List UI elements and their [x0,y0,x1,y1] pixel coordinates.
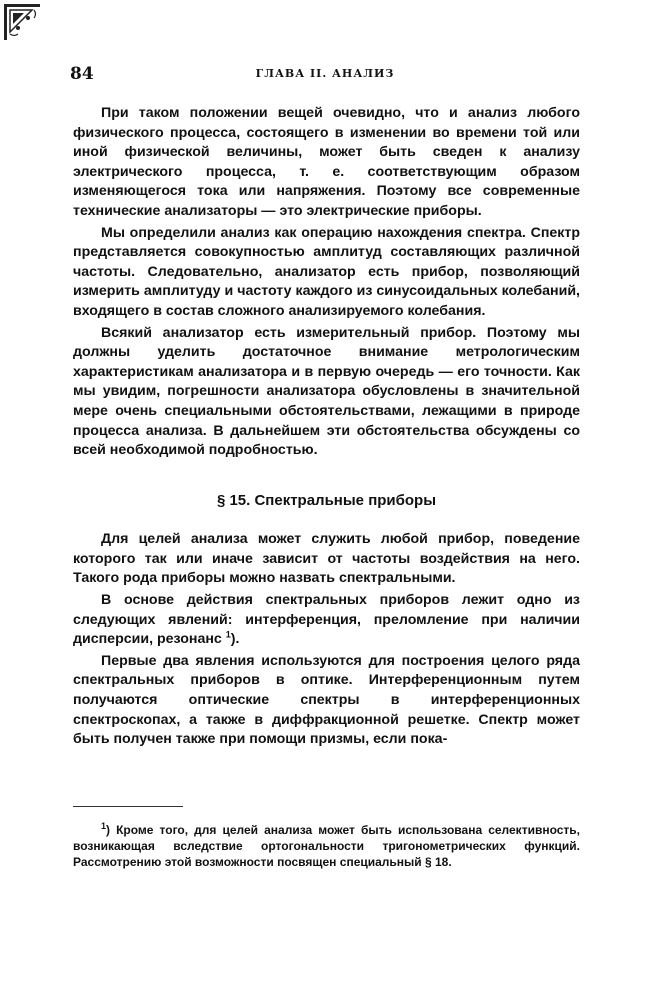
paragraph: Мы определили анализ как операцию нахождения спектра. Спектр представляется совокупностью амплитуд составляющих различной частоты. Следовательно, анализатор есть прибор, позволяющий измерить амплитуду и частоту каждого из синусоидальных колебаний, входящего в состав сложного анализируемого колебания. [73,224,580,319]
footnote-marker: 1 [101,821,107,831]
paragraph: Первые два явления используются для построения целого ряда спектральных приборов в оптике. Интерференционным путем получаются оптические спектры в интерференционных спектроскопах, а также в диффракционной решетке. Спектр может быть получен также при помощи призмы, если пока- [73,652,580,748]
paragraph-text: В основе действия спектральных приборов лежит одно из следующих явлений: интерференция, преломление при наличии дисперсии, резонанс [73,592,580,648]
footnote-reference: 1 [225,629,231,640]
footnote-divider [73,806,183,807]
corner-ornament-icon [4,4,40,40]
page-number: 84 [70,64,94,84]
footnote [73,822,580,871]
paragraph: Всякий анализатор есть измерительный прибор. Поэтому мы должны уделить достаточное внимание метрологическим характеристикам анализатора и в первую очередь — его точности. Как мы увидим, погрешности анализатора обусловлены в значительной мере очень специальными обстоятельствами, лежащими в природе процесса анализа. В дальнейшем эти обстоятельства обсуждены со всей необходимой подробностью. [73,324,580,459]
section-heading: § 15. Спектральные приборы [216,491,437,509]
footnote-marker-suffix: ) [106,823,111,837]
paragraph [73,591,580,650]
page-header [70,64,580,84]
body-text [73,104,580,752]
running-head: ГЛАВА II. АНАЛИЗ [255,67,395,80]
paragraph: Для целей анализа может служить любой прибор, поведение которого так или иначе зависит от частоты воздействия на него. Такого рода приборы можно назвать спектральными. [73,531,580,587]
paragraph: При таком положении вещей очевидно, что и анализ любого физического процесса, состоящего в изменении во времени той или иной физической величины, может быть сведен к анализу электрического процесса, т. е. соответствующим образом изменяющегося тока или напряжения. Поэтому все современные технические анализаторы — это электрические приборы. [73,105,580,219]
footnote-text: Кроме того, для целей анализа может быть использована селективность, возникающая вследствие ортогональности тригонометрических функций. Рассмотрению этой возможности посвящен специальный § 18. [73,823,580,870]
paragraph-end: ). [230,631,240,648]
